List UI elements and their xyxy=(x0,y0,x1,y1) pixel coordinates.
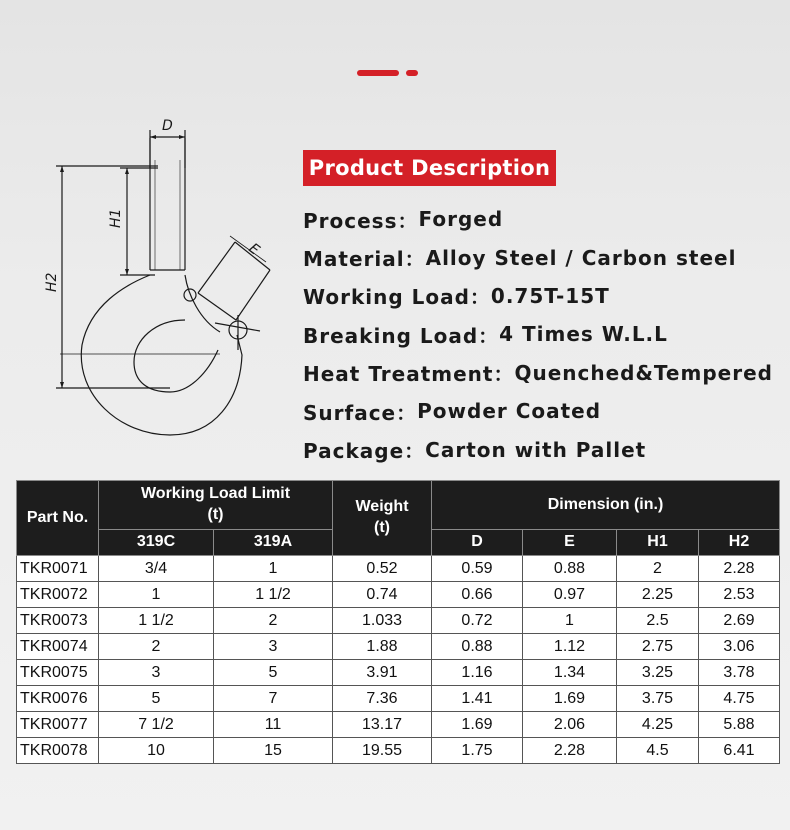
cell-e: 1.69 xyxy=(523,686,617,712)
cell-part-no: TKR0074 xyxy=(17,634,99,660)
spec-label: Heat Treatment： xyxy=(303,362,515,387)
cell-d: 0.59 xyxy=(432,556,523,582)
specification-table xyxy=(16,480,780,764)
cell-h1: 3.75 xyxy=(617,686,699,712)
cell-part-no: TKR0073 xyxy=(17,608,99,634)
cell-d: 1.69 xyxy=(432,712,523,738)
spec-value: Quenched&Tempered xyxy=(514,360,773,385)
spec-label: Working Load： xyxy=(303,285,491,310)
header-d: D xyxy=(432,530,523,556)
header-dimension: Dimension (in.) xyxy=(432,481,780,530)
cell-319a: 1 xyxy=(214,556,333,582)
cell-h1: 2.5 xyxy=(617,608,699,634)
cell-e: 1.12 xyxy=(523,634,617,660)
cell-h2: 2.69 xyxy=(699,608,780,634)
cell-part-no: TKR0075 xyxy=(17,660,99,686)
header-319a: 319A xyxy=(214,530,333,556)
header-h2: H2 xyxy=(699,530,780,556)
spec-label: Package： xyxy=(303,439,426,464)
table-row xyxy=(17,712,780,738)
cell-h2: 5.88 xyxy=(699,712,780,738)
cell-319a: 11 xyxy=(214,712,333,738)
spec-value: Carton with Pallet xyxy=(425,437,647,462)
cell-e: 1.34 xyxy=(523,660,617,686)
cell-weight: 3.91 xyxy=(333,660,432,686)
header-e: E xyxy=(523,530,617,556)
cell-e: 0.88 xyxy=(523,556,617,582)
table-row xyxy=(17,738,780,764)
cell-h1: 4.25 xyxy=(617,712,699,738)
cell-319c: 2 xyxy=(99,634,214,660)
header-part-no: Part No. xyxy=(17,481,99,556)
spec-list xyxy=(303,200,773,469)
spec-surface xyxy=(303,392,773,430)
cell-weight: 1.88 xyxy=(333,634,432,660)
spec-value: 4 Times W.L.L xyxy=(499,322,668,347)
cell-d: 1.41 xyxy=(432,686,523,712)
label-d: D xyxy=(162,118,173,134)
spec-heat-treatment xyxy=(303,354,773,392)
cell-h2: 3.78 xyxy=(699,660,780,686)
cell-h1: 2.25 xyxy=(617,582,699,608)
cell-weight: 0.52 xyxy=(333,556,432,582)
table-row xyxy=(17,608,780,634)
cell-weight: 19.55 xyxy=(333,738,432,764)
cell-part-no: TKR0076 xyxy=(17,686,99,712)
label-h1: H1 xyxy=(108,208,124,228)
cell-319c: 3 xyxy=(99,660,214,686)
cell-319c: 5 xyxy=(99,686,214,712)
label-h2: H2 xyxy=(44,272,60,292)
cell-319c: 1 xyxy=(99,582,214,608)
spec-label: Process： xyxy=(303,208,419,233)
cell-d: 0.88 xyxy=(432,634,523,660)
cell-h2: 2.28 xyxy=(699,556,780,582)
header-h1: H1 xyxy=(617,530,699,556)
cell-e: 0.97 xyxy=(523,582,617,608)
spec-material xyxy=(303,238,773,276)
cell-319a: 1 1/2 xyxy=(214,582,333,608)
cell-weight: 1.033 xyxy=(333,608,432,634)
label-e: E xyxy=(245,240,263,259)
cell-d: 1.75 xyxy=(432,738,523,764)
cell-319a: 5 xyxy=(214,660,333,686)
spec-breaking-load xyxy=(303,315,773,353)
cell-e: 1 xyxy=(523,608,617,634)
table-row xyxy=(17,556,780,582)
spec-value: 0.75T-15T xyxy=(490,283,610,308)
cell-319a: 3 xyxy=(214,634,333,660)
header-weight: Weight (t) xyxy=(333,481,432,556)
cell-319a: 2 xyxy=(214,608,333,634)
cell-h2: 4.75 xyxy=(699,686,780,712)
decorative-red-bar xyxy=(357,70,399,76)
cell-h2: 3.06 xyxy=(699,634,780,660)
cell-weight: 13.17 xyxy=(333,712,432,738)
spec-value: Powder Coated xyxy=(417,399,602,424)
spec-label: Material： xyxy=(303,247,426,272)
cell-h1: 2 xyxy=(617,556,699,582)
cell-weight: 0.74 xyxy=(333,582,432,608)
cell-d: 0.66 xyxy=(432,582,523,608)
cell-d: 0.72 xyxy=(432,608,523,634)
cell-h1: 2.75 xyxy=(617,634,699,660)
cell-e: 2.06 xyxy=(523,712,617,738)
cell-h2: 6.41 xyxy=(699,738,780,764)
cell-319c: 1 1/2 xyxy=(99,608,214,634)
cell-e: 2.28 xyxy=(523,738,617,764)
cell-part-no: TKR0077 xyxy=(17,712,99,738)
header-319c: 319C xyxy=(99,530,214,556)
cell-part-no: TKR0072 xyxy=(17,582,99,608)
product-description-title: Product Description xyxy=(303,150,556,186)
spec-working-load xyxy=(303,277,773,315)
cell-part-no: TKR0078 xyxy=(17,738,99,764)
cell-319c: 10 xyxy=(99,738,214,764)
hook-dimension-diagram xyxy=(30,110,280,450)
cell-319a: 15 xyxy=(214,738,333,764)
cell-h2: 2.53 xyxy=(699,582,780,608)
cell-319c: 7 1/2 xyxy=(99,712,214,738)
spec-value: Alloy Steel / Carbon steel xyxy=(425,245,737,270)
spec-process xyxy=(303,200,773,238)
table-row xyxy=(17,582,780,608)
spec-label: Surface： xyxy=(303,400,418,425)
table-row xyxy=(17,686,780,712)
spec-label: Breaking Load： xyxy=(303,323,500,348)
cell-319c: 3/4 xyxy=(99,556,214,582)
cell-part-no: TKR0071 xyxy=(17,556,99,582)
cell-h1: 4.5 xyxy=(617,738,699,764)
cell-319a: 7 xyxy=(214,686,333,712)
cell-weight: 7.36 xyxy=(333,686,432,712)
table-row xyxy=(17,634,780,660)
spec-package xyxy=(303,430,773,468)
cell-d: 1.16 xyxy=(432,660,523,686)
decorative-red-dot xyxy=(406,70,418,76)
table-row xyxy=(17,660,780,686)
spec-value: Forged xyxy=(418,207,504,232)
header-working-load-limit: Working Load Limit (t) xyxy=(99,481,333,530)
cell-h1: 3.25 xyxy=(617,660,699,686)
